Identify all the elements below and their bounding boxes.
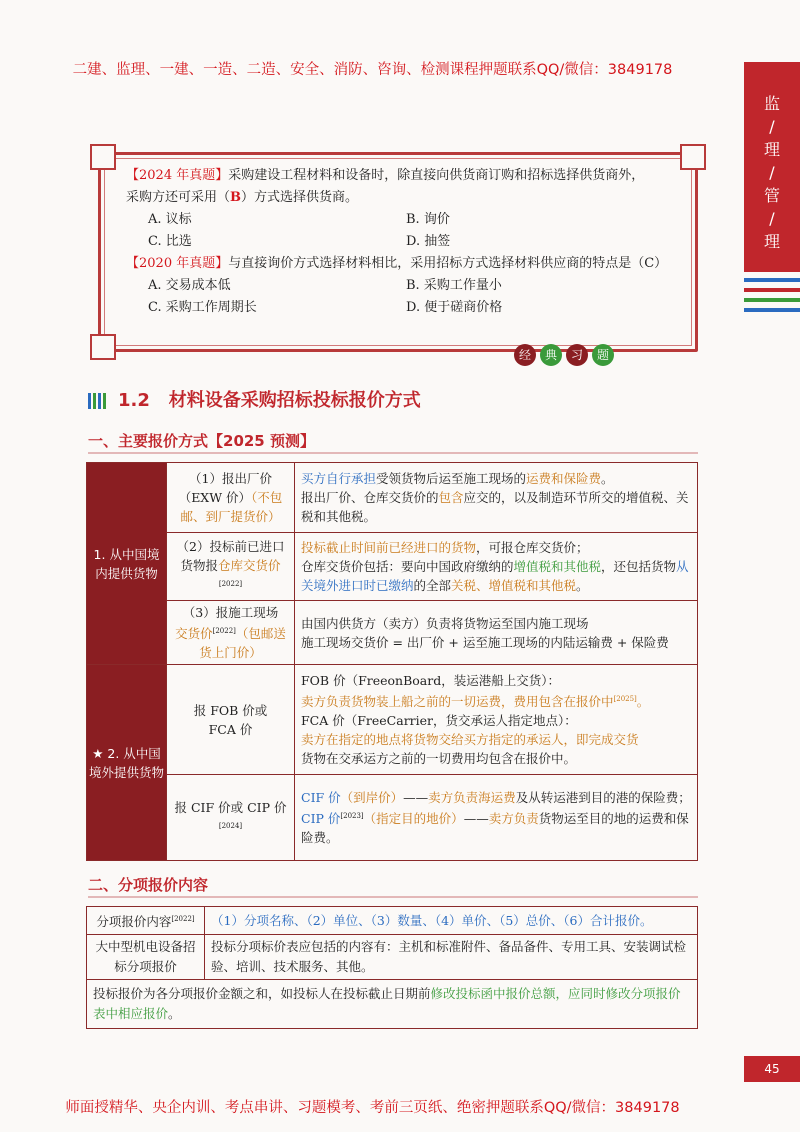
category-cell: 1. 从中国境内提供货物 bbox=[87, 463, 167, 665]
method-text: FCA 价 bbox=[208, 721, 253, 737]
part1-underline bbox=[88, 452, 698, 454]
method-note: （包邮送货上门价） bbox=[199, 626, 286, 661]
method-text: 报 CIF 价或 CIP 价 bbox=[174, 799, 287, 815]
q2-text: 与直接询价方式选择材料相比，采用招标方式选择材料供应商的特点是（C） bbox=[228, 256, 668, 271]
desc-text: 增值税和其他税 bbox=[513, 559, 602, 574]
page-number: 45 bbox=[744, 1056, 800, 1082]
section-number: 1.2 bbox=[118, 390, 150, 411]
section-bars-icon bbox=[88, 390, 108, 409]
category-cell: ★ 2. 从中国境外提供货物 bbox=[87, 665, 167, 861]
badge-char: 题 bbox=[592, 344, 614, 366]
side-stripes bbox=[744, 278, 800, 318]
desc-text: CIP 价 bbox=[301, 811, 341, 827]
side-tab-char: / bbox=[769, 209, 775, 228]
q1-text: 采购方还可采用（ bbox=[126, 190, 231, 205]
year-tag: [2024] bbox=[218, 821, 243, 830]
desc-cell bbox=[295, 775, 698, 861]
method-cell bbox=[167, 665, 295, 775]
stripe bbox=[744, 288, 800, 292]
desc-cell bbox=[295, 665, 698, 775]
q2-option: C. 采购工作周期长 bbox=[148, 300, 257, 315]
desc-text: —— bbox=[403, 790, 429, 806]
desc-text: 受领货物后运至施工现场的 bbox=[376, 471, 527, 486]
desc-text: 关税、增值税和其他税 bbox=[451, 578, 577, 593]
q2-option: D. 便于磋商价格 bbox=[406, 300, 503, 315]
desc-text: 包含 bbox=[438, 490, 464, 505]
desc-cell bbox=[295, 463, 698, 533]
section-title bbox=[118, 386, 421, 412]
footer-banner: 师面授精华、央企内训、考点串讲、习题模考、考前三页纸、绝密押题联系QQ/微信：3849178 bbox=[65, 1100, 680, 1116]
label-cell: 大中型机电设备招标分项报价 bbox=[87, 935, 205, 980]
method-cell bbox=[167, 601, 295, 665]
q1-option: B. 询价 bbox=[406, 212, 450, 227]
stripe bbox=[744, 298, 800, 302]
table-row bbox=[87, 463, 698, 533]
side-tab-char: 理 bbox=[763, 140, 780, 159]
desc-text: —— bbox=[463, 811, 489, 827]
q1-option: D. 抽签 bbox=[406, 234, 451, 249]
value-cell: （1）分项名称、（2）单位、（3）数量、（4）单价、（5）总价、（6）合计报价。 bbox=[205, 907, 698, 935]
desc-text: 货物在交 bbox=[301, 751, 352, 767]
note-cell bbox=[87, 980, 698, 1029]
desc-text: 。 bbox=[601, 471, 614, 486]
stripe bbox=[744, 278, 800, 282]
q1-option: C. 比选 bbox=[148, 234, 192, 249]
method-note: 交货价 bbox=[175, 626, 213, 642]
desc-text: 的全部 bbox=[413, 578, 452, 593]
method-note: （不包邮、到厂提货价） bbox=[180, 490, 283, 524]
stripe bbox=[744, 308, 800, 312]
q1-answer: B bbox=[230, 190, 242, 205]
badge-char: 经 bbox=[514, 344, 536, 366]
table-row bbox=[87, 907, 698, 935]
desc-cell bbox=[295, 533, 698, 601]
part2-underline bbox=[88, 896, 698, 898]
desc-text: 货物运至目的地的运费和保险费。 bbox=[301, 811, 689, 846]
year-tag: [2023] bbox=[340, 812, 364, 821]
desc-text: 应交的，以及制造环节所交的增值税、关税和其他税。 bbox=[301, 490, 689, 524]
table-row bbox=[87, 980, 698, 1029]
value-cell: 投标分项标价表应包括的内容有：主机和标准附件、备品备件、专用工具、安装调试检验、培训、技术服务、其他。 bbox=[205, 935, 698, 980]
desc-text: CIF 价 bbox=[301, 790, 341, 806]
part2-title: 二、分项报价内容 bbox=[88, 876, 209, 894]
frame-corner bbox=[90, 144, 116, 170]
method-cell bbox=[167, 533, 295, 601]
desc-text: 运费和保险费 bbox=[526, 471, 602, 486]
table-row bbox=[87, 935, 698, 980]
method-text: 报 FOB 价或 bbox=[193, 702, 268, 718]
desc-text: 买方自行承担 bbox=[301, 471, 377, 486]
side-tab-char: 理 bbox=[763, 232, 780, 251]
method-note: 仓库交货价 bbox=[218, 557, 281, 573]
year-tag: [2022] bbox=[218, 579, 243, 588]
desc-text: ，还包括货物 bbox=[601, 559, 677, 574]
desc-text: 。 bbox=[636, 694, 650, 710]
desc-text: 卖方负责 bbox=[488, 811, 539, 827]
badge-char: 典 bbox=[540, 344, 562, 366]
method-text: （3）报施工现场 bbox=[182, 605, 279, 620]
side-tab-char: / bbox=[769, 117, 775, 136]
desc-cell bbox=[295, 601, 698, 665]
label-text: 分项报价内容 bbox=[96, 914, 172, 930]
table-row bbox=[87, 601, 698, 665]
desc-text: FCA 价（FreeCarrier，货交承运人指定地点）： bbox=[301, 713, 577, 729]
note-text: 投标报价为各分项报价金额之和，如投标人在投标截止日期前 bbox=[93, 986, 431, 1002]
desc-text: 。 bbox=[576, 578, 589, 593]
desc-text: 施工现场交货价 = 出厂价 + 运至施工现场的内陆运输费 + 保险费 bbox=[301, 634, 669, 650]
part1-title: 一、主要报价方式【2025 预测】 bbox=[88, 432, 315, 450]
note-text: 修改投标函中报价总额，应同时修改分项报价表中相应报价 bbox=[93, 986, 681, 1022]
chapter-side-tab bbox=[744, 62, 800, 272]
method-cell bbox=[167, 463, 295, 533]
desc-text: ，可报仓库交货价； bbox=[476, 540, 589, 555]
side-tab-char: 管 bbox=[763, 186, 780, 205]
q1-text: ）方式选择供货商。 bbox=[241, 190, 359, 205]
desc-text: 投标截止时间前已经进口的货物 bbox=[301, 540, 477, 555]
q2-option: A. 交易成本低 bbox=[148, 278, 231, 293]
section-name: 材料设备采购招标投标报价方式 bbox=[168, 390, 421, 411]
quote-methods-table bbox=[86, 462, 698, 861]
side-tab-char: / bbox=[769, 163, 775, 182]
top-banner: 二建、监理、一建、一造、二造、安全、消防、咨询、检测课程押题联系QQ/微信：3849178 bbox=[72, 62, 673, 78]
table-row bbox=[87, 665, 698, 775]
desc-text: 卖方在指定的地点将货物交给买方指定的承运人，即完成交货 bbox=[301, 732, 639, 748]
note-text: 。 bbox=[168, 1006, 181, 1022]
q2-option: B. 采购工作量小 bbox=[406, 278, 502, 293]
q1-tag: 【2024 年真题】 bbox=[126, 168, 229, 183]
desc-text: 卖方负责海运费 bbox=[428, 790, 516, 806]
table-row bbox=[87, 775, 698, 861]
q1-text: 采购建设工程材料和设备时，除直接向供货商订购和招标选择供货商外， bbox=[228, 168, 645, 183]
method-text: （2）投标前已进口货物报 bbox=[176, 538, 285, 573]
method-text: （EXW 价） bbox=[178, 490, 252, 505]
desc-text: 及从转运港到目的港的保险费； bbox=[515, 790, 691, 806]
itemized-quote-table bbox=[86, 906, 698, 1029]
q1-option: A. 议标 bbox=[148, 212, 192, 227]
desc-text: 承运方之前的一切费用均包含在报价中。 bbox=[351, 751, 577, 767]
question-1 bbox=[126, 165, 686, 319]
desc-text: 仓库交货价包括：要向中国政府缴纳的 bbox=[301, 559, 514, 574]
label-cell bbox=[87, 907, 205, 935]
desc-text: 从关境外进口时已缴纳 bbox=[301, 559, 689, 593]
frame-corner bbox=[90, 334, 116, 360]
year-tag: [2025] bbox=[613, 695, 637, 704]
desc-text: 报出厂价、仓库交货价的 bbox=[301, 490, 439, 505]
desc-text: （到岸价） bbox=[340, 790, 404, 806]
desc-text: 卖方负责货物装上船之前的一切运费，费用包含在报价中 bbox=[301, 694, 614, 710]
desc-text: （指定目的地价） bbox=[363, 811, 464, 827]
q2-tag: 【2020 年真题】 bbox=[126, 256, 229, 271]
side-tab-char: 监 bbox=[763, 94, 780, 113]
badge-char: 习 bbox=[566, 344, 588, 366]
desc-text: FOB 价（FreeonBoard，装运港船上交货）： bbox=[301, 673, 560, 689]
table-row bbox=[87, 533, 698, 601]
desc-text: 由国内供货方（卖方）负责将货物运至国内施工现场 bbox=[301, 615, 589, 631]
year-tag: [2022] bbox=[171, 915, 195, 923]
method-cell bbox=[167, 775, 295, 861]
year-tag: [2022] bbox=[212, 627, 236, 635]
method-text: （1）报出厂价 bbox=[189, 471, 272, 486]
